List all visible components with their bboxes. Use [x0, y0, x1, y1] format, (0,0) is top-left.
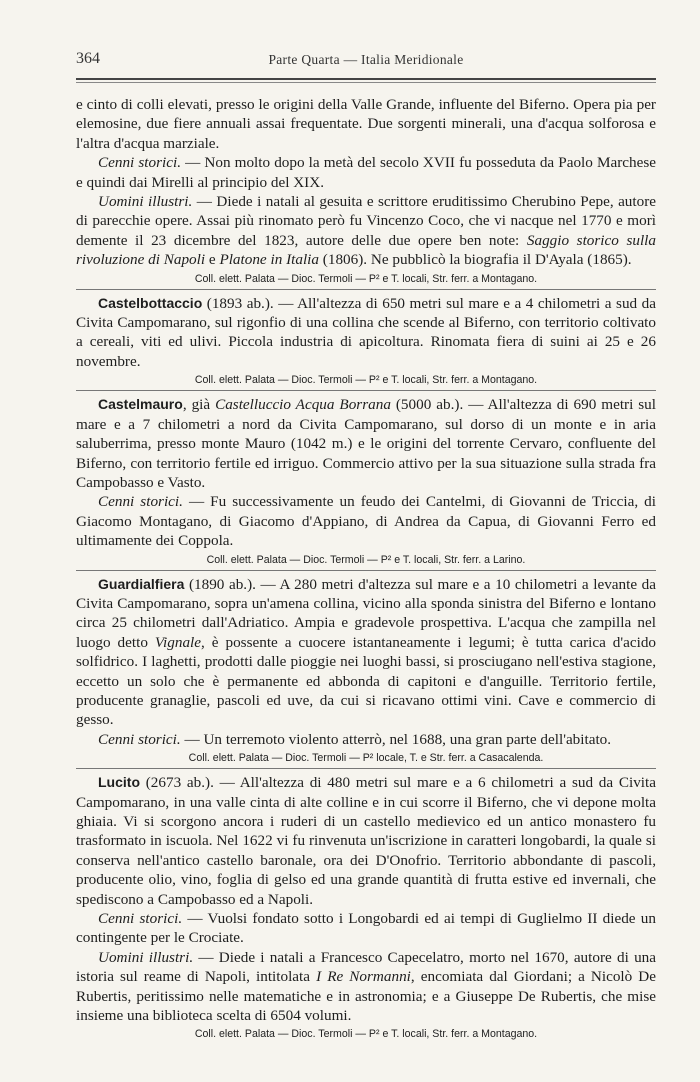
entry-title: Castelmauro [98, 396, 183, 413]
intro-uomini-illustri: Uomini illustri. — Diede i natali al gesuita e scrittore eruditissimo Cherubino Pepe, autore di parecchie opere. Assai più rinomato però fu Vincenzo Coco, che vi nacque nel 1770 e morì demente il 23 dicembre del 1823, autore delle due opere ben note: Saggio storico sulla rivoluzione di Napoli e Platone in Italia (1806). Ne pubblicò la biografia il D'Ayala (1865). [76, 193, 657, 269]
collegio-line: Coll. elett. Palata — Dioc. Termoli — P² e T. locali, Str. ferr. a Montagano. [194, 1028, 538, 1041]
intro-cenni-storici: Cenni storici. — Non molto dopo la metà del secolo XVII fu posseduta da Paolo Marchese e quindi dai Mirelli al principio del XIX. [76, 154, 657, 191]
header-rule [76, 78, 656, 80]
entry-title: Lucito [98, 774, 140, 791]
entry-castelmauro: Castelmauro, già Castelluccio Acqua Borrana (5000 ab.). — All'altezza di 690 metri sul mare e a 7 chilometri a nord da Civita Campomarano, sul dorso di un monte e in aria saluberrima, presso monte Mauro (1042 m.) e le origini del torrente Cervaro, confluente del Biferno, con territorio fertile ed irriguo. Commercio attivo per la sua situazione sulla strada fra Campobasso e Vasto. [76, 396, 656, 491]
separator [76, 570, 656, 571]
separator [76, 390, 656, 391]
entry-castelbottaccio: Castelbottaccio (1893 ab.). — All'altezza di 650 metri sul mare e a 4 chilometri a sud da Civita Campomarano, sul rigonfio di una collina che scende al Biferno, con territorio coltivato a cereali, viti ed ulivi. Piccola industria di apicoltura. Rinomata fiera di suini ai 25 e 26 novembre. [76, 294, 656, 370]
separator [76, 289, 656, 290]
separator [76, 768, 656, 769]
header-rule-thin [76, 82, 656, 83]
page-number: 364 [76, 50, 100, 67]
entry-lucito: Lucito (2673 ab.). — All'altezza di 480 metri sul mare e a 6 chilometri a sud da Civita Campomarano, in una valle cinta di alte colline e in cui scorre il Biferno, che vi depone molta ghiaia. Vi si scorgono ancora i ruderi di un castello medievico ed un antico monastero fu trasformato in iscuola. Nel 1622 vi fu rinvenuta un'iscrizione in caratteri longobardi, la quale si conserva nell'antico castello baronale, ora dei D'Onofrio. Territorio abbondante di pascoli, producente olio, vino, foglia di gelso ed una grande quantità di frutta estive ed invernali, che spediscono a Campobasso ed a Napoli. [76, 774, 656, 908]
collegio-line: Coll. elett. Palata — Dioc. Termoli — P² locale, T. e Str. ferr. a Casacalenda. [188, 752, 544, 765]
castelmauro-cenni-storici: Cenni storici. — Fu successivamente un feudo dei Cantelmi, di Giovanni de Triccia, di Giacomo Montagano, di Giacomo d'Appiano, di Andrea da Capua, di Giovanni Ferro ed ultimamente dei Coppola. [76, 493, 656, 550]
collegio-line: Coll. elett. Palata — Dioc. Termoli — P² e T. locali, Str. ferr. a Larino. [206, 553, 526, 566]
lucito-uomini-illustri: Uomini illustri. — Diede i natali a Francesco Capecelatro, morto nel 1670, autore di una istoria sul reame di Napoli, intitolata I Re Normanni, encomiata dal Giordani; a Nicolò De Rubertis, peritissimo nelle matematiche e in astronomia; e a Giuseppe De Rubertis, che mise insieme una biblioteca scelta di 6504 volumi. [76, 948, 656, 1025]
lucito-cenni-storici: Cenni storici. — Vuolsi fondato sotto i Longobardi ed ai tempi di Guglielmo II diede un contingente per le Crociate. [76, 910, 656, 947]
page-header [76, 50, 656, 72]
collegio-line: Coll. elett. Palata — Dioc. Termoli — P² e T. locali, Str. ferr. a Montagano. [194, 374, 538, 387]
page-body [76, 95, 656, 1044]
collegio-line: Coll. elett. Palata — Dioc. Termoli — P² e T. locali, Str. ferr. a Montagano. [194, 272, 538, 285]
intro-paragraph: e cinto di colli elevati, presso le origini della Valle Grande, influente del Biferno. Opera pia per elemosine, due fiere annuali assai frequentate. Due sorgenti minerali, una d'acqua solforosa e l'altra d'acqua marziale. [76, 96, 656, 152]
entry-guardialfiera: Guardialfiera (1890 ab.). — A 280 metri d'altezza sul mare e a 10 chilometri a levante da Civita Campomarano, sopra un'amena collina, vicino alla sponda sinistra del Biferno e lontano circa 25 chilometri dall'Adriatico. Ampia e gradevole prospettiva. L'acqua che zampilla nel luogo detto Vignale, è possente a cuocere istantaneamente i legumi; è tutta carica d'acido solfidrico. I laghetti, prodotti dalle pioggie nei luoghi bassi, si prosciugano nell'estiva stagione, eccetto un solo che è permanente ed abbonda di capitoni e d'anguille. Territorio fertile, producente granaglie, pascoli ed uve, da cui si ricavano ottimi vini. Cave e commercio di gesso. [76, 575, 657, 729]
guardialfiera-cenni-storici: Cenni storici. — Un terremoto violento atterrò, nel 1688, una gran parte dell'abitato. [98, 730, 612, 748]
entry-title: Castelbottaccio [98, 294, 203, 311]
running-title: Parte Quarta — Italia Meridionale [268, 52, 464, 67]
entry-title: Guardialfiera [98, 575, 185, 592]
